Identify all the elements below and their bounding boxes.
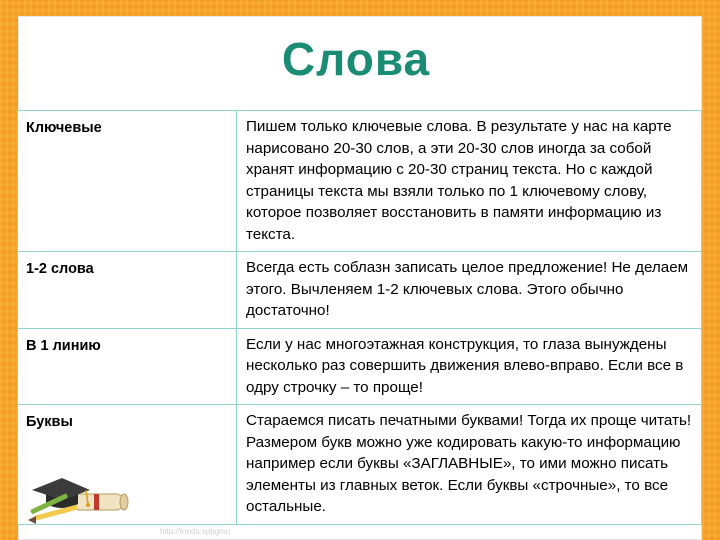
row-term: Буквы	[18, 405, 237, 525]
row-term: 1-2 слова	[18, 252, 237, 329]
row-description: Если у нас многоэтажная конструкция, то глаза вынуждены несколько раз совершить движения влево-вправо. Если все в одру строчку – то проще!	[237, 328, 702, 405]
diploma-scroll-icon	[72, 494, 128, 510]
watermark-text: http://lrmds.spbgmu	[160, 527, 231, 536]
table-row	[18, 252, 702, 329]
row-term: В 1 линию	[18, 328, 237, 405]
row-term: Ключевые	[18, 111, 237, 252]
table-row	[18, 111, 702, 252]
page-title: Слова	[281, 33, 431, 85]
graduation-decoration-icon	[24, 470, 134, 528]
content-table	[17, 110, 702, 525]
table-row	[18, 328, 702, 405]
row-description: Стараемся писать печатными буквами! Тогда их проще читать! Размером букв можно уже кодировать какую-то информацию например если буквы «ЗАГЛАВНЫЕ», то ими можно писать элементы из главных веток. Если буквы «строчные», то все остальные.	[237, 405, 702, 525]
row-description: Всегда есть соблазн записать целое предложение! Не делаем этого. Вычленяем 1-2 ключевых слова. Этого обычно достаточно!	[237, 252, 702, 329]
row-description: Пишем только ключевые слова. В результате у нас на карте нарисовано 20-30 слов, а эти 20-30 слов иногда за собой хранят информацию с 20-30 страниц текста. Но с каждой страницы текста мы взяли только по 1 ключевому слову, которое позволяет восстановить в памяти информацию из текста.	[237, 111, 702, 252]
